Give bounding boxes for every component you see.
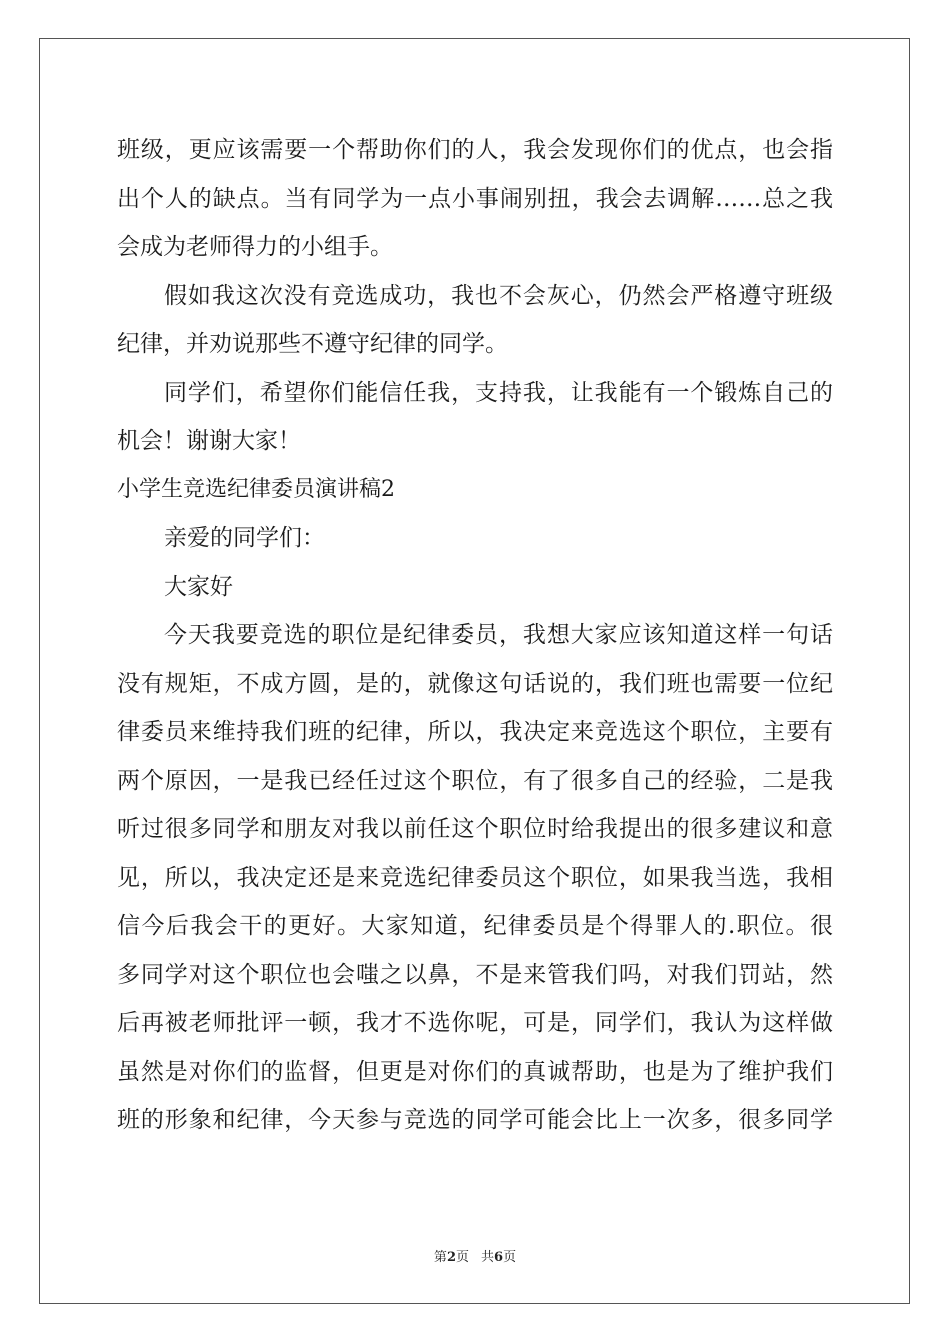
paragraph-line: 会成为老师得力的小组手。 bbox=[117, 234, 393, 260]
greeting-line: 大家好 bbox=[164, 573, 233, 600]
paragraph-line: 律委员来维持我们班的纪律，所以，我决定来竞选这个职位，主要有 bbox=[117, 719, 833, 745]
paragraph-line: 出个人的缺点。当有同学为一点小事闹别扭，我会去调解……总之我 bbox=[117, 185, 833, 212]
paragraph-line: 班级，更应该需要一个帮助你们的人，我会发现你们的优点，也会指 bbox=[117, 137, 833, 163]
paragraph-line: 听过很多同学和朋友对我以前任这个职位时给我提出的很多建议和意 bbox=[117, 816, 833, 842]
paragraph-line: 班的形象和纪律，今天参与竞选的同学可能会比上一次多，很多同学 bbox=[117, 1107, 833, 1133]
paragraph-line: 纪律，并劝说那些不遵守纪律的同学。 bbox=[117, 331, 508, 357]
document-body bbox=[117, 126, 833, 1145]
paragraph-line: 同学们，希望你们能信任我，支持我，让我能有一个锻炼自己的 bbox=[164, 379, 833, 406]
paragraph-line: 没有规矩，不成方圆，是的，就像这句话说的，我们班也需要一位纪 bbox=[117, 670, 833, 697]
paragraph-line: 见，所以，我决定还是来竞选纪律委员这个职位，如果我当选，我相 bbox=[117, 864, 833, 891]
paragraph-line: 信今后我会干的更好。大家知道，纪律委员是个得罪人的.职位。很 bbox=[117, 913, 833, 939]
paragraph-line: 今天我要竞选的职位是纪律委员，我想大家应该知道这样一句话 bbox=[164, 622, 833, 648]
section-heading: 小学生竞选纪律委员演讲稿2 bbox=[117, 476, 395, 502]
paragraph-line: 虽然是对你们的监督，但更是对你们的真诚帮助，也是为了维护我们 bbox=[117, 1058, 833, 1085]
salutation-line: 亲爱的同学们： bbox=[164, 525, 325, 551]
paragraph-line: 机会！谢谢大家！ bbox=[117, 428, 301, 454]
paragraph-line: 多同学对这个职位也会嗤之以鼻，不是来管我们吗，对我们罚站，然 bbox=[117, 961, 833, 988]
paragraph-line: 两个原因，一是我已经任过这个职位，有了很多自己的经验，二是我 bbox=[117, 767, 833, 794]
paragraph-line: 后再被老师批评一顿，我才不选你呢，可是，同学们，我认为这样做 bbox=[117, 1010, 833, 1036]
paragraph-line: 假如我这次没有竞选成功，我也不会灰心，仍然会严格遵守班级 bbox=[164, 282, 833, 309]
total-pages: 共6页 bbox=[481, 1250, 517, 1265]
page-number: 第2页 bbox=[433, 1250, 469, 1265]
page-footer bbox=[0, 1246, 950, 1265]
